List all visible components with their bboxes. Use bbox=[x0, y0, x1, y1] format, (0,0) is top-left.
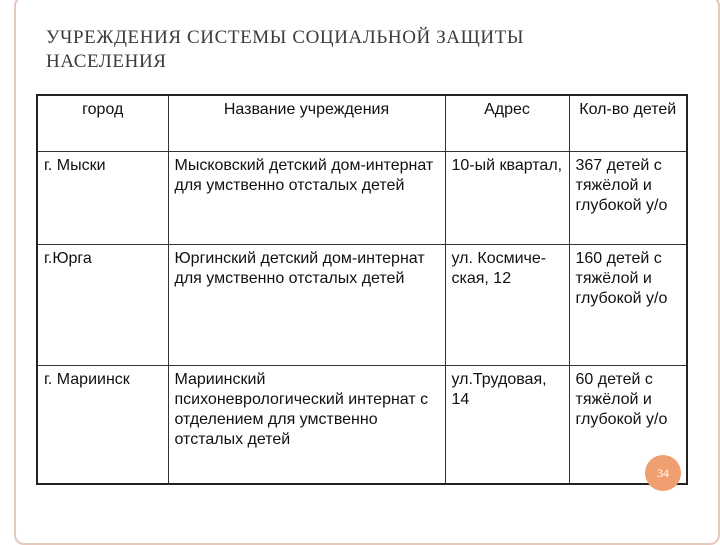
table-row bbox=[37, 245, 687, 366]
cell-children: 60 детей с тяжёлой и глубокой у/о bbox=[569, 366, 687, 484]
table-header-row bbox=[37, 95, 687, 152]
column-header-name: Название учреждения bbox=[168, 95, 445, 152]
cell-address: 10-ый квартал, bbox=[445, 152, 569, 245]
table-row bbox=[37, 152, 687, 245]
cell-city: г.Юрга bbox=[37, 245, 168, 366]
cell-city: г. Мариинск bbox=[37, 366, 168, 484]
cell-city: г. Мыски bbox=[37, 152, 168, 245]
cell-name: Мысковский детский дом-интернат для умственно отсталых детей bbox=[168, 152, 445, 245]
cell-address: ул.Трудовая, 14 bbox=[445, 366, 569, 484]
column-header-city: город bbox=[37, 95, 168, 152]
institutions-table bbox=[36, 94, 688, 485]
column-header-address: Адрес bbox=[445, 95, 569, 152]
table-row bbox=[37, 366, 687, 484]
cell-children: 160 детей с тяжёлой и глубокой у/о bbox=[569, 245, 687, 366]
page-number-badge: 34 bbox=[645, 455, 681, 491]
cell-name: Юргинский детский дом-интернат для умственно отсталых детей bbox=[168, 245, 445, 366]
cell-name: Мариинский психоневрологический интернат с отделением для умственно отсталых детей bbox=[168, 366, 445, 484]
title-line-1: УЧРЕЖДЕНИЯ СИСТЕМЫ СОЦИАЛЬНОЙ ЗАЩИТЫ bbox=[46, 27, 525, 48]
slide-title bbox=[46, 26, 666, 74]
title-line-2: НАСЕЛЕНИЯ bbox=[46, 51, 167, 72]
column-header-children: Кол-во детей bbox=[569, 95, 687, 152]
cell-address: ул. Космиче-ская, 12 bbox=[445, 245, 569, 366]
cell-children: 367 детей с тяжёлой и глубокой у/о bbox=[569, 152, 687, 245]
